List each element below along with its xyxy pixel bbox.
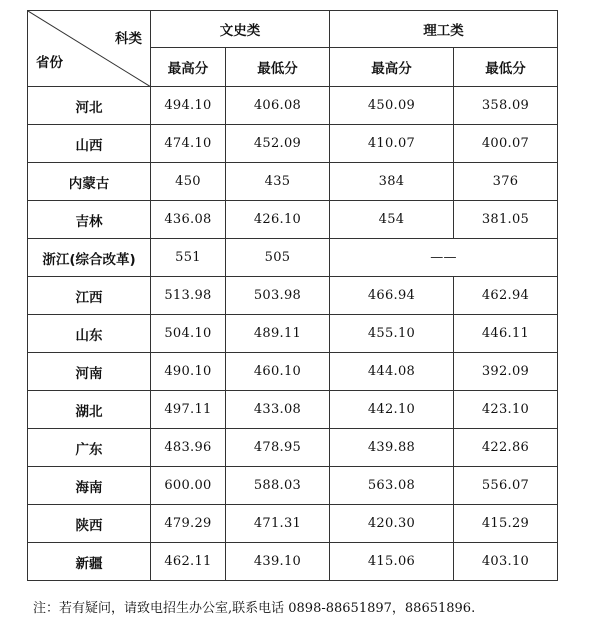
table-row <box>28 505 558 543</box>
province-cell: 广东 <box>28 429 151 467</box>
score-table-body <box>28 11 558 581</box>
science-max-cell: 420.30 <box>330 505 454 543</box>
header-row-groups <box>28 11 558 48</box>
province-cell: 江西 <box>28 277 151 315</box>
science-max-cell: 454 <box>330 201 454 239</box>
arts-min-cell: 435 <box>226 163 330 201</box>
table-row <box>28 353 558 391</box>
science-min-cell: 422.86 <box>454 429 558 467</box>
province-cell: 陕西 <box>28 505 151 543</box>
arts-max-cell: 494.10 <box>151 87 226 125</box>
arts-max-cell: 450 <box>151 163 226 201</box>
science-max-cell: 455.10 <box>330 315 454 353</box>
arts-min-cell: 471.31 <box>226 505 330 543</box>
arts-max-cell: 474.10 <box>151 125 226 163</box>
science-merged-cell: —— <box>330 239 558 277</box>
arts-max-cell: 436.08 <box>151 201 226 239</box>
table-row <box>28 201 558 239</box>
science-min-cell: 415.29 <box>454 505 558 543</box>
science-min-cell: 358.09 <box>454 87 558 125</box>
table-row <box>28 429 558 467</box>
arts-max-cell: 600.00 <box>151 467 226 505</box>
province-cell: 山东 <box>28 315 151 353</box>
table-row <box>28 315 558 353</box>
arts-max-cell: 504.10 <box>151 315 226 353</box>
province-cell: 山西 <box>28 125 151 163</box>
table-row <box>28 87 558 125</box>
science-min-cell: 556.07 <box>454 467 558 505</box>
science-min-cell: 462.94 <box>454 277 558 315</box>
arts-max-cell: 483.96 <box>151 429 226 467</box>
science-max-cell: 563.08 <box>330 467 454 505</box>
arts-min-cell: 426.10 <box>226 201 330 239</box>
science-min-cell: 446.11 <box>454 315 558 353</box>
science-max-cell: 415.06 <box>330 543 454 581</box>
province-cell: 吉林 <box>28 201 151 239</box>
table-row <box>28 125 558 163</box>
science-max-cell: 439.88 <box>330 429 454 467</box>
science-min-cell: 403.10 <box>454 543 558 581</box>
arts-max-cell: 479.29 <box>151 505 226 543</box>
col-header-arts-min: 最低分 <box>226 48 330 87</box>
arts-min-cell: 460.10 <box>226 353 330 391</box>
science-min-cell: 392.09 <box>454 353 558 391</box>
arts-max-cell: 490.10 <box>151 353 226 391</box>
arts-min-cell: 452.09 <box>226 125 330 163</box>
province-cell: 湖北 <box>28 391 151 429</box>
science-min-cell: 423.10 <box>454 391 558 429</box>
province-cell: 河南 <box>28 353 151 391</box>
table-row <box>28 163 558 201</box>
science-max-cell: 450.09 <box>330 87 454 125</box>
col-header-science-min: 最低分 <box>454 48 558 87</box>
science-max-cell: 466.94 <box>330 277 454 315</box>
arts-max-cell: 513.98 <box>151 277 226 315</box>
science-min-cell: 376 <box>454 163 558 201</box>
score-table <box>27 10 558 581</box>
corner-category-label: 科类 <box>115 31 142 47</box>
arts-max-cell: 551 <box>151 239 226 277</box>
corner-province-label: 省份 <box>36 55 63 71</box>
arts-max-cell: 497.11 <box>151 391 226 429</box>
table-row <box>28 543 558 581</box>
col-header-science-max: 最高分 <box>330 48 454 87</box>
arts-min-cell: 489.11 <box>226 315 330 353</box>
arts-min-cell: 588.03 <box>226 467 330 505</box>
table-row <box>28 239 558 277</box>
province-cell: 浙江(综合改革) <box>28 239 151 277</box>
arts-min-cell: 439.10 <box>226 543 330 581</box>
arts-min-cell: 505 <box>226 239 330 277</box>
science-min-cell: 400.07 <box>454 125 558 163</box>
province-cell: 新疆 <box>28 543 151 581</box>
province-cell: 河北 <box>28 87 151 125</box>
arts-min-cell: 433.08 <box>226 391 330 429</box>
table-row <box>28 277 558 315</box>
science-max-cell: 442.10 <box>330 391 454 429</box>
table-row <box>28 391 558 429</box>
group-header-science: 理工类 <box>330 11 558 48</box>
arts-min-cell: 478.95 <box>226 429 330 467</box>
corner-header-cell <box>28 11 151 87</box>
footnote: 注：若有疑问，请致电招生办公室,联系电话 0898-88651897，88651896. <box>33 601 476 616</box>
col-header-arts-max: 最高分 <box>151 48 226 87</box>
group-header-arts: 文史类 <box>151 11 330 48</box>
science-max-cell: 444.08 <box>330 353 454 391</box>
science-min-cell: 381.05 <box>454 201 558 239</box>
arts-max-cell: 462.11 <box>151 543 226 581</box>
corner-diagonal-line <box>28 11 151 87</box>
arts-min-cell: 503.98 <box>226 277 330 315</box>
science-max-cell: 384 <box>330 163 454 201</box>
province-cell: 海南 <box>28 467 151 505</box>
province-cell: 内蒙古 <box>28 163 151 201</box>
arts-min-cell: 406.08 <box>226 87 330 125</box>
table-row <box>28 467 558 505</box>
science-max-cell: 410.07 <box>330 125 454 163</box>
